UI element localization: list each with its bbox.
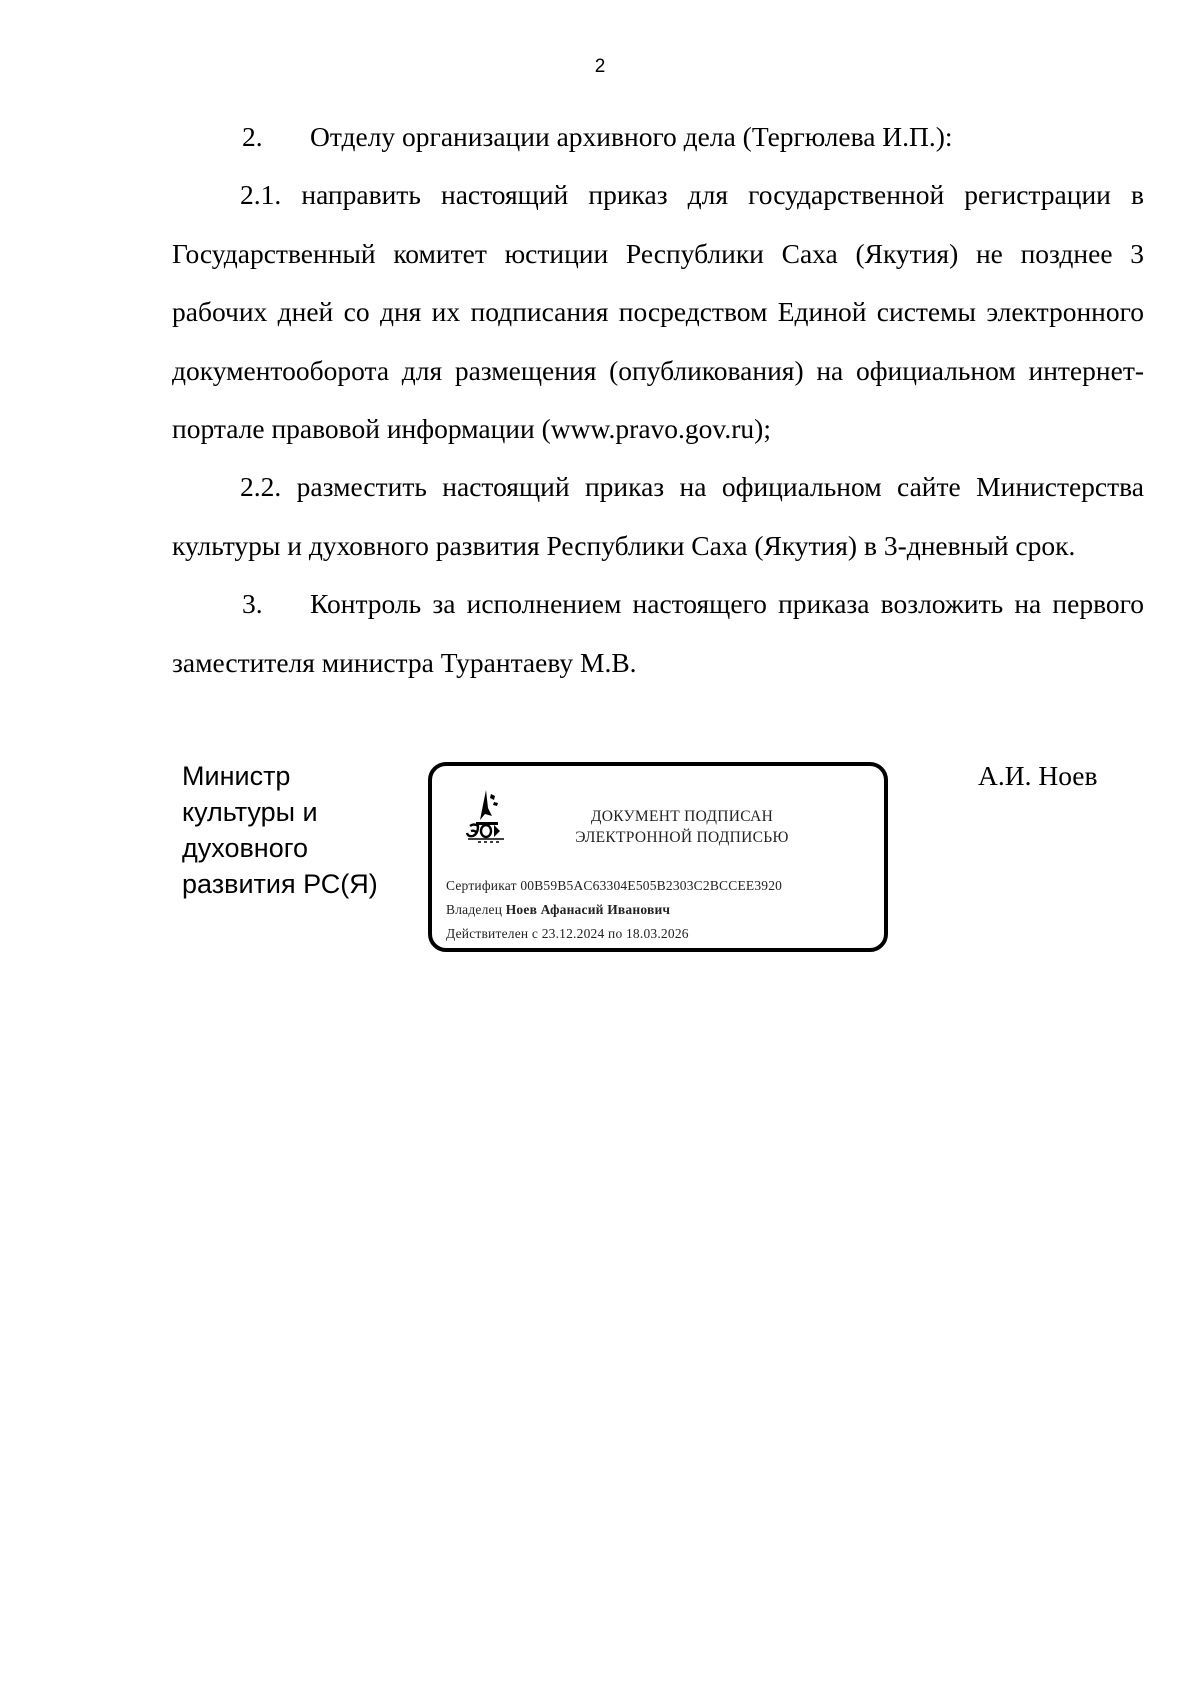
valid-from-label: с xyxy=(531,926,539,941)
signatory-title-line-1: Министр xyxy=(182,761,291,791)
paragraph-2-1-line-5: портале правовой информации (www.pravo.gov.ru); xyxy=(172,413,771,444)
stamp-owner xyxy=(446,902,670,918)
signatory-name: А.И. Ноев xyxy=(978,760,1098,791)
paragraph-3 xyxy=(172,575,1144,692)
paragraph-2-2-line-1: 2.2. разместить настоящий приказ на официальном сайте Министерства xyxy=(240,471,1144,502)
stamp-heading-line-2: ЭЛЕКТРОННОЙ ПОДПИСЬЮ xyxy=(575,829,789,846)
valid-to-date: 18.03.2026 xyxy=(625,926,689,941)
paragraph-2-1 xyxy=(172,166,1144,459)
paragraph-2-2 xyxy=(172,458,1144,575)
paragraph-2-1-line-4: документооборота для размещения (опубликования) на официальном интернет- xyxy=(172,354,1144,386)
paragraph-3-number: 3. xyxy=(242,588,263,619)
signatory-title-line-4: развития РС(Я) xyxy=(182,869,378,899)
paragraph-2-text: Отделу организации архивного дела (Тергюлева И.П.): xyxy=(310,121,953,152)
paragraph-2-1-line-2: Государственный комитет юстиции Республики Саха (Якутия) не позднее 3 xyxy=(172,237,1144,269)
owner-label: Владелец xyxy=(446,902,503,917)
electronic-signature-stamp xyxy=(428,762,888,952)
owner-value: Ноев Афанасий Иванович xyxy=(505,902,671,917)
certificate-label: Сертификат xyxy=(446,878,517,893)
stamp-heading xyxy=(532,806,832,848)
stamp-heading-line-1: ДОКУМЕНТ ПОДПИСАН xyxy=(590,808,774,825)
paragraph-2-2-line-2: культуры и духовного развития Республики Саха (Якутия) в 3-дневный срок. xyxy=(172,529,1076,561)
paragraph-3-line-1 xyxy=(172,575,1144,634)
paragraph-3-line-1-text: Контроль за исполнением настоящего приказа возложить на первого xyxy=(310,588,1144,619)
valid-to-label: по xyxy=(608,926,623,941)
certificate-value: 00B59B5AC63304E505B2303C2BCCEE3920 xyxy=(520,878,783,893)
paragraph-2-number: 2. xyxy=(242,121,263,152)
valid-label: Действителен xyxy=(446,926,529,941)
signatory-title-line-3: духовного xyxy=(182,833,309,863)
paragraph-2-1-line-3: рабочих дней со дня их подписания посредством Единой системы электронного xyxy=(172,296,1144,327)
signatory-title xyxy=(182,758,378,902)
paragraph-2-1-line-1: 2.1. направить настоящий приказ для государственной регистрации в xyxy=(240,179,1144,210)
valid-from-date: 23.12.2024 xyxy=(541,926,605,941)
stamp-validity xyxy=(446,926,689,942)
emblem-icon xyxy=(464,786,508,856)
page-number: 2 xyxy=(594,56,606,77)
stamp-certificate xyxy=(446,878,782,894)
paragraph-2 xyxy=(172,108,1144,167)
paragraph-3-line-2: заместителя министра Турантаеву М.В. xyxy=(172,646,637,678)
signatory-title-line-2: культуры и xyxy=(182,797,318,827)
